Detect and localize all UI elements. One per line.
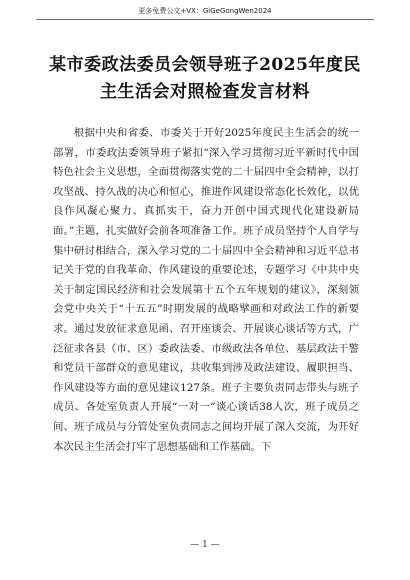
- body-paragraph: 根据中央和省委、市委关于开好2025年度民主生活会的统一部署，市委政法委领导班子紧扣“深入学习贯彻习近平新时代中国特色社会主义思想，全面贯彻落实党的二十届四中全会精神，以打攻坚战、持久战的决心和恒心，推进作风建设常态化长效化，以优良作风凝心聚力、真抓实干，奋力开创中国式现代化建设新局面。”主题，扎实做好会前各项准备工作。班子成员坚持个人自学与集中研讨相结合，深入学习党的二十届四中全会精神和习近平总书记关于党的自我革命、作风建设的重要论述，专题学习《中共中央关于制定国民经济和社会发展第十五个五年规划的建议》，深刻领会党中央关于“十五五”时期发展的战略擘画和对政法工作的新要求。通过发放征求意见函、召开座谈会、开展谈心谈话等方式，广泛征求各县（市、区）委政法委、市级政法各单位、基层政法干警和党员干部群众的意见建议，共收集到涉及政法建设、履职担当、作风建设等方面的意见建议127条。班子主要负责同志带头与班子成员、各处室负责人开展“一对一”谈心谈话38人次，班子成员之间、班子成员与分管处室负责同志之间均开展了深入交流，为开好本次民主生活会打牢了思想基础和工作基础。下: [53, 127, 359, 453]
- header-divider: [36, 19, 374, 20]
- document-body: [53, 124, 359, 457]
- header-note: 更多免费公文+VX：GiGeGongWen2024: [138, 7, 272, 15]
- title-line-1: 某市委政法委员会领导班子2025年度民: [49, 55, 361, 75]
- document-title: [44, 52, 366, 106]
- page-number: — 1 —: [190, 540, 220, 550]
- title-line-2: 主生活会对照检查发言材料: [100, 82, 310, 102]
